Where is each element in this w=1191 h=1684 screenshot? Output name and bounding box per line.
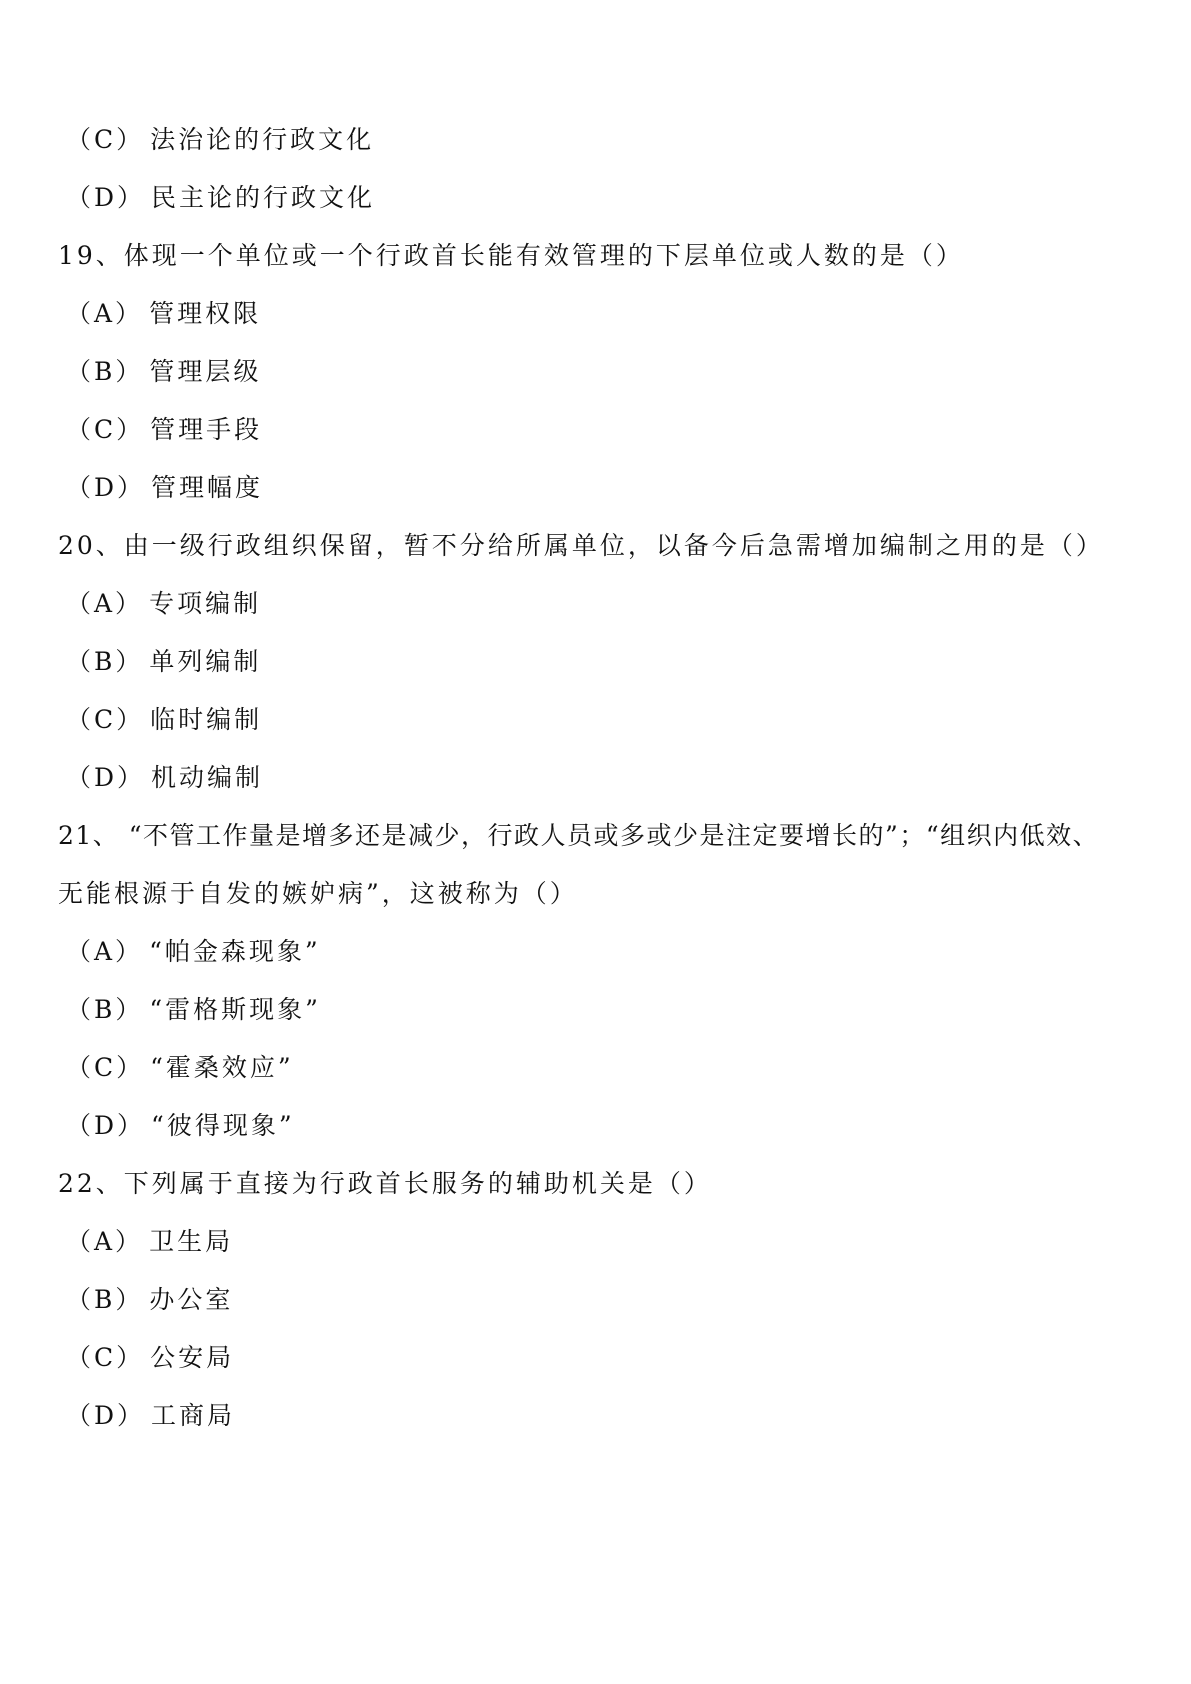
option-text: “彼得现象”: [151, 1111, 295, 1140]
option-label: （A）: [66, 1227, 144, 1256]
q19-option-a: [66, 297, 261, 331]
option-text: “霍桑效应”: [150, 1053, 294, 1082]
option-label: （C）: [66, 125, 145, 154]
q20-option-b: [66, 645, 261, 679]
q19-stem: 19、体现一个单位或一个行政首长能有效管理的下层单位或人数的是（）: [58, 241, 964, 270]
q20-option-d: [66, 761, 263, 795]
option-label: （A）: [66, 589, 144, 618]
q21-stem-line1: 21、 “不管工作量是增多还是减少，行政人员或多或少是注定要增长的”；“组织内低效、: [58, 821, 1100, 850]
q21-option-d: [66, 1109, 295, 1143]
option-label: （A）: [66, 937, 144, 966]
option-label: （B）: [66, 1285, 144, 1314]
option-label: （D）: [66, 763, 146, 792]
q22-stem: 22、下列属于直接为行政首长服务的辅助机关是（）: [58, 1169, 712, 1198]
option-label: （C）: [66, 415, 145, 444]
option-label: （C）: [66, 1053, 145, 1082]
option-text: 法治论的行政文化: [150, 125, 375, 154]
option-text: 工商局: [151, 1401, 236, 1430]
option-label: （D）: [66, 1111, 146, 1140]
option-label: （B）: [66, 357, 144, 386]
option-label: （C）: [66, 1343, 145, 1372]
option-text: 专项编制: [149, 589, 262, 618]
q21-option-b: [66, 993, 321, 1027]
option-label: （D）: [66, 1401, 146, 1430]
option-text: 管理层级: [149, 357, 262, 386]
q20-option-a: [66, 587, 261, 621]
option-label: （A）: [66, 299, 144, 328]
option-text: 单列编制: [149, 647, 262, 676]
q20-stem: 20、由一级行政组织保留，暂不分给所属单位，以备今后急需增加编制之用的是（）: [58, 531, 1104, 560]
option-text: “帕金森现象”: [149, 937, 321, 966]
q21-option-a: [66, 935, 321, 969]
option-text: 管理权限: [149, 299, 262, 328]
q21-option-c: [66, 1051, 294, 1085]
option-text: 民主论的行政文化: [151, 183, 376, 212]
option-text: 临时编制: [150, 705, 263, 734]
q22-option-d: [66, 1399, 235, 1433]
q22-option-c: [66, 1341, 234, 1375]
q22-option-a: [66, 1225, 233, 1259]
option-text: 办公室: [149, 1285, 234, 1314]
q20-option-c: [66, 703, 262, 737]
q21-stem-line2: 无能根源于自发的嫉妒病”，这被称为（）: [58, 879, 578, 908]
option-text: 卫生局: [149, 1227, 234, 1256]
q22-option-b: [66, 1283, 233, 1317]
option-text: “雷格斯现象”: [149, 995, 321, 1024]
q19-option-c: [66, 413, 262, 447]
q19-option-d: [66, 471, 263, 505]
option-text: 管理幅度: [151, 473, 264, 502]
option-text: 公安局: [150, 1343, 235, 1372]
option-label: （D）: [66, 183, 146, 212]
option-label: （B）: [66, 647, 144, 676]
q18-option-d: [66, 181, 375, 215]
option-label: （B）: [66, 995, 144, 1024]
option-label: （D）: [66, 473, 146, 502]
q19-option-b: [66, 355, 261, 389]
q18-option-c: [66, 123, 374, 157]
option-text: 机动编制: [151, 763, 264, 792]
option-label: （C）: [66, 705, 145, 734]
option-text: 管理手段: [150, 415, 263, 444]
